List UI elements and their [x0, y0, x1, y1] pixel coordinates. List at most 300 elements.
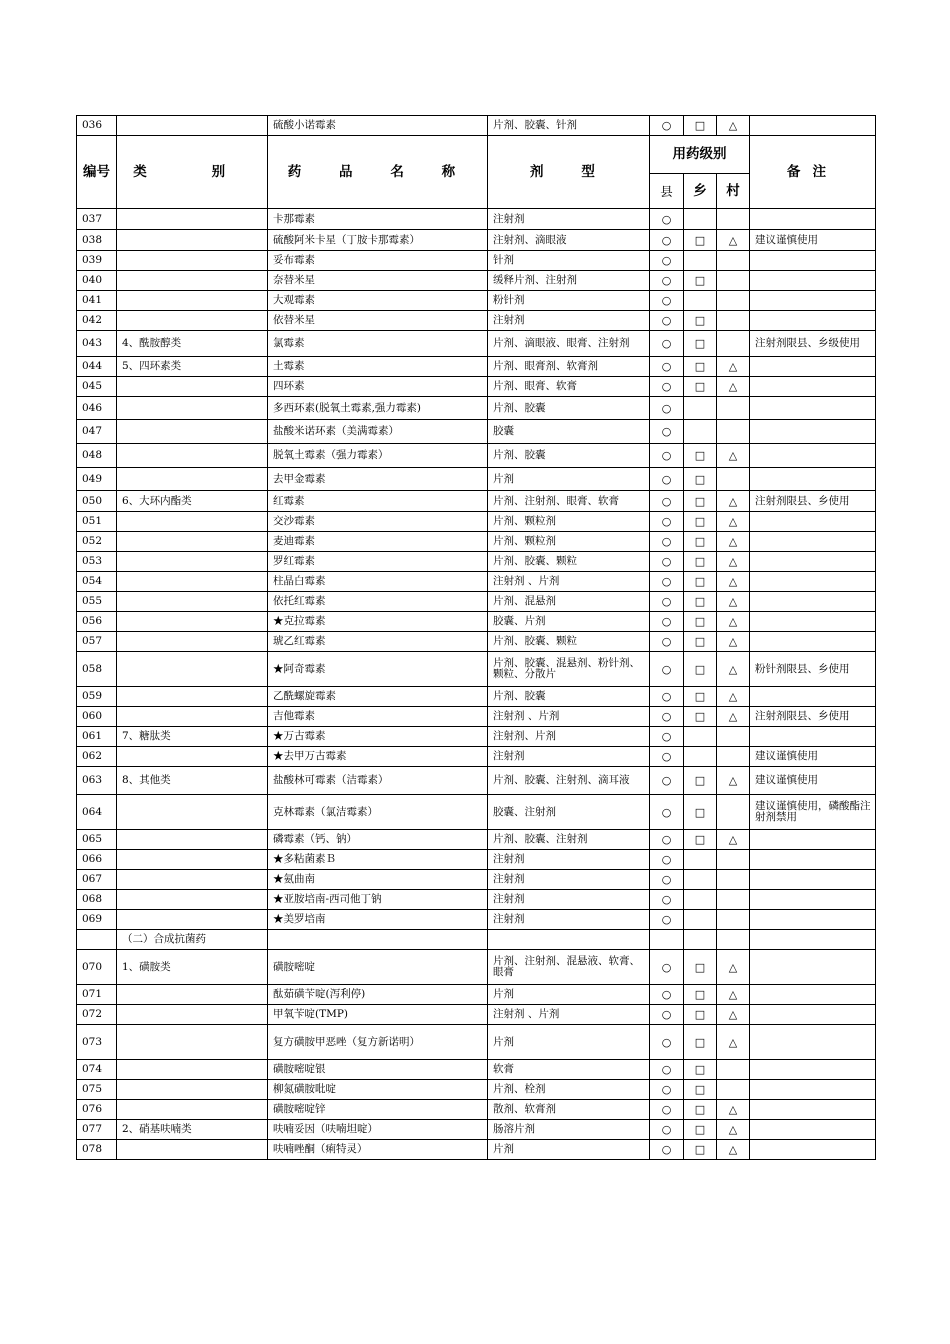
cell-form: 片剂、注射剂、混悬液、软膏、眼膏	[488, 950, 650, 985]
cell-no: 069	[77, 910, 117, 930]
table-row	[77, 795, 876, 830]
cell-remark	[750, 1025, 876, 1060]
cell-village	[717, 331, 750, 357]
cell-no: 077	[77, 1120, 117, 1140]
cell-village: △	[717, 491, 750, 512]
cell-name: 盐酸林可霉素（洁霉素）	[268, 767, 488, 795]
cell-category	[117, 850, 268, 870]
cell-county: ○	[650, 727, 684, 747]
cell-form: 片剂	[488, 1025, 650, 1060]
cell-town: □	[684, 632, 717, 652]
cell-county: ○	[650, 1100, 684, 1120]
table-row	[77, 930, 876, 950]
table-row	[77, 271, 876, 291]
cell-village: △	[717, 652, 750, 687]
cell-name: 氯霉素	[268, 331, 488, 357]
cell-category: 5、四环素类	[117, 357, 268, 377]
cell-no: 050	[77, 491, 117, 512]
cell-name: 盐酸米诺环素（美满霉素）	[268, 420, 488, 444]
cell-no: 078	[77, 1140, 117, 1160]
cell-remark	[750, 209, 876, 230]
cell-remark	[750, 291, 876, 311]
table-row	[77, 491, 876, 512]
cell-name: 磺胺嘧啶锌	[268, 1100, 488, 1120]
table-row	[77, 1060, 876, 1080]
table-row	[77, 985, 876, 1005]
table-row	[77, 1025, 876, 1060]
cell-name: 磷霉素（钙、钠）	[268, 830, 488, 850]
cell-remark: 建议谨慎使用，磷酸酯注射剂禁用	[750, 795, 876, 830]
table-row	[77, 890, 876, 910]
header-form: 剂 型	[488, 136, 650, 209]
cell-category	[117, 209, 268, 230]
cell-form: 注射剂	[488, 747, 650, 767]
cell-remark	[750, 468, 876, 491]
cell-remark: 建议谨慎使用	[750, 767, 876, 795]
cell-no: 051	[77, 512, 117, 532]
cell-remark	[750, 727, 876, 747]
cell-category	[117, 512, 268, 532]
cell-no: 068	[77, 890, 117, 910]
cell-form: 片剂、眼膏、软膏	[488, 377, 650, 397]
cell-category	[117, 890, 268, 910]
cell-remark	[750, 870, 876, 890]
cell-category	[117, 870, 268, 890]
table-row	[77, 291, 876, 311]
cell-town: □	[684, 612, 717, 632]
cell-form: 胶囊、注射剂	[488, 795, 650, 830]
cell-form: 注射剂	[488, 850, 650, 870]
cell-town: □	[684, 572, 717, 592]
cell-county: ○	[650, 830, 684, 850]
cell-remark	[750, 251, 876, 271]
cell-category	[117, 1080, 268, 1100]
cell-village: △	[717, 707, 750, 727]
cell-county: ○	[650, 291, 684, 311]
cell-village: △	[717, 612, 750, 632]
cell-form: 注射剂 、片剂	[488, 572, 650, 592]
cell-village: △	[717, 230, 750, 251]
cell-village: △	[717, 444, 750, 468]
cell-category	[117, 444, 268, 468]
cell-no: 038	[77, 230, 117, 251]
cell-category	[117, 1005, 268, 1025]
cell-remark: 注射剂限县、乡级使用	[750, 331, 876, 357]
table-row	[77, 311, 876, 331]
cell-no: 052	[77, 532, 117, 552]
cell-category	[117, 377, 268, 397]
cell-town: □	[684, 985, 717, 1005]
cell-village	[717, 209, 750, 230]
cell-category	[117, 830, 268, 850]
cell-category	[117, 468, 268, 491]
cell-no: 057	[77, 632, 117, 652]
table-row	[77, 1140, 876, 1160]
cell-no: 060	[77, 707, 117, 727]
cell-remark	[750, 1120, 876, 1140]
header-no: 编号	[77, 136, 117, 209]
cell-county: ○	[650, 532, 684, 552]
cell-form: 散剂、软膏剂	[488, 1100, 650, 1120]
cell-name: 呋喃妥因（呋喃坦啶）	[268, 1120, 488, 1140]
cell-no: 055	[77, 592, 117, 612]
cell-village	[717, 727, 750, 747]
cell-town: □	[684, 271, 717, 291]
cell-county: ○	[650, 552, 684, 572]
cell-no: 074	[77, 1060, 117, 1080]
cell-town	[684, 870, 717, 890]
cell-name: 吉他霉素	[268, 707, 488, 727]
cell-no: 072	[77, 1005, 117, 1025]
cell-remark	[750, 890, 876, 910]
cell-form: 肠溶片剂	[488, 1120, 650, 1140]
cell-remark	[750, 1100, 876, 1120]
cell-category	[117, 707, 268, 727]
cell-no: 053	[77, 552, 117, 572]
cell-name: 妥布霉素	[268, 251, 488, 271]
cell-remark	[750, 1140, 876, 1160]
table-row	[77, 377, 876, 397]
cell-form: 胶囊	[488, 420, 650, 444]
table-row	[77, 1080, 876, 1100]
table-row	[77, 397, 876, 420]
header-category: 类 别	[117, 136, 268, 209]
cell-name: 土霉素	[268, 357, 488, 377]
cell-category	[117, 572, 268, 592]
cell-village: △	[717, 116, 750, 136]
cell-category	[117, 311, 268, 331]
table-row	[77, 632, 876, 652]
cell-town	[684, 910, 717, 930]
cell-town: □	[684, 1140, 717, 1160]
cell-no: 067	[77, 870, 117, 890]
cell-name: 硫酸阿米卡星（丁胺卡那霉素）	[268, 230, 488, 251]
cell-no: 048	[77, 444, 117, 468]
cell-form: 注射剂	[488, 910, 650, 930]
cell-no: 064	[77, 795, 117, 830]
cell-no: 061	[77, 727, 117, 747]
cell-remark	[750, 1080, 876, 1100]
cell-no: 058	[77, 652, 117, 687]
table-row	[77, 727, 876, 747]
cell-no: 045	[77, 377, 117, 397]
cell-no: 037	[77, 209, 117, 230]
cell-form: 注射剂	[488, 209, 650, 230]
table-row	[77, 331, 876, 357]
cell-town	[684, 727, 717, 747]
cell-name: 大观霉素	[268, 291, 488, 311]
cell-form: 片剂、胶囊	[488, 444, 650, 468]
cell-remark	[750, 444, 876, 468]
cell-category	[117, 612, 268, 632]
cell-village: △	[717, 572, 750, 592]
cell-name: ★万古霉素	[268, 727, 488, 747]
cell-town	[684, 209, 717, 230]
cell-category	[117, 552, 268, 572]
cell-village: △	[717, 592, 750, 612]
cell-form: 片剂、滴眼液、眼膏、注射剂	[488, 331, 650, 357]
cell-form: 胶囊、片剂	[488, 612, 650, 632]
header-remark: 备注	[750, 136, 876, 209]
cell-county: ○	[650, 1140, 684, 1160]
cell-remark: 粉针剂限县、乡使用	[750, 652, 876, 687]
cell-name: 复方磺胺甲恶唑（复方新诺明）	[268, 1025, 488, 1060]
cell-county: ○	[650, 230, 684, 251]
table-row	[77, 850, 876, 870]
table-row	[77, 652, 876, 687]
cell-form: 片剂	[488, 468, 650, 491]
cell-village	[717, 420, 750, 444]
cell-form: 片剂、胶囊、注射剂、滴耳液	[488, 767, 650, 795]
cell-remark: 注射剂限县、乡使用	[750, 491, 876, 512]
cell-no: 043	[77, 331, 117, 357]
table-row	[77, 592, 876, 612]
cell-town: □	[684, 116, 717, 136]
cell-remark	[750, 612, 876, 632]
cell-town: □	[684, 512, 717, 532]
cell-county: ○	[650, 592, 684, 612]
cell-category	[117, 795, 268, 830]
cell-county: ○	[650, 444, 684, 468]
cell-no	[77, 930, 117, 950]
table-row	[77, 552, 876, 572]
cell-category: （二）合成抗菌药	[117, 930, 268, 950]
table-row	[77, 116, 876, 136]
cell-town: □	[684, 652, 717, 687]
cell-name: ★阿奇霉素	[268, 652, 488, 687]
cell-county: ○	[650, 468, 684, 491]
cell-town: □	[684, 1025, 717, 1060]
cell-county: ○	[650, 687, 684, 707]
cell-form: 注射剂、片剂	[488, 727, 650, 747]
table-row	[77, 357, 876, 377]
cell-county: ○	[650, 707, 684, 727]
cell-remark	[750, 377, 876, 397]
cell-form: 片剂、混悬剂	[488, 592, 650, 612]
cell-category	[117, 687, 268, 707]
cell-village: △	[717, 767, 750, 795]
header-town: 乡	[684, 174, 717, 209]
cell-name: 麦迪霉素	[268, 532, 488, 552]
cell-form: 软膏	[488, 1060, 650, 1080]
cell-form: 片剂	[488, 985, 650, 1005]
cell-name: 奈替米星	[268, 271, 488, 291]
cell-town: □	[684, 795, 717, 830]
cell-name: 甲氧苄啶(TMP)	[268, 1005, 488, 1025]
cell-form: 片剂	[488, 1140, 650, 1160]
cell-category: 2、硝基呋喃类	[117, 1120, 268, 1140]
cell-remark	[750, 532, 876, 552]
cell-remark	[750, 572, 876, 592]
cell-form: 针剂	[488, 251, 650, 271]
cell-county: ○	[650, 116, 684, 136]
cell-category	[117, 291, 268, 311]
cell-name: 红霉素	[268, 491, 488, 512]
cell-county: ○	[650, 1080, 684, 1100]
table-row	[77, 1005, 876, 1025]
cell-category: 6、大环内酯类	[117, 491, 268, 512]
cell-category	[117, 1140, 268, 1160]
cell-village	[717, 930, 750, 950]
cell-form: 注射剂	[488, 890, 650, 910]
cell-form: 注射剂	[488, 870, 650, 890]
header-county: 县	[650, 174, 684, 209]
cell-village: △	[717, 1120, 750, 1140]
cell-remark	[750, 311, 876, 331]
cell-category	[117, 1025, 268, 1060]
table-row	[77, 830, 876, 850]
cell-remark	[750, 552, 876, 572]
cell-county: ○	[650, 950, 684, 985]
cell-form: 片剂、胶囊	[488, 397, 650, 420]
cell-town: □	[684, 311, 717, 331]
cell-no: 059	[77, 687, 117, 707]
cell-county: ○	[650, 910, 684, 930]
cell-village	[717, 468, 750, 491]
cell-no: 049	[77, 468, 117, 491]
cell-category	[117, 251, 268, 271]
cell-town: □	[684, 468, 717, 491]
cell-remark	[750, 1060, 876, 1080]
cell-form: 注射剂	[488, 311, 650, 331]
cell-name: ★多粘菌素Ｂ	[268, 850, 488, 870]
cell-no: 041	[77, 291, 117, 311]
cell-remark	[750, 830, 876, 850]
cell-town	[684, 890, 717, 910]
cell-county: ○	[650, 397, 684, 420]
cell-category	[117, 532, 268, 552]
table-row	[77, 767, 876, 795]
cell-form: 注射剂、滴眼液	[488, 230, 650, 251]
cell-remark: 建议谨慎使用	[750, 230, 876, 251]
cell-form: 片剂、胶囊	[488, 687, 650, 707]
cell-town: □	[684, 1060, 717, 1080]
cell-town: □	[684, 1100, 717, 1120]
cell-county: ○	[650, 870, 684, 890]
cell-no: 036	[77, 116, 117, 136]
cell-category	[117, 230, 268, 251]
table-row	[77, 687, 876, 707]
cell-category	[117, 271, 268, 291]
cell-village	[717, 795, 750, 830]
cell-town: □	[684, 767, 717, 795]
cell-village: △	[717, 1140, 750, 1160]
cell-no: 075	[77, 1080, 117, 1100]
cell-category: 7、糖肽类	[117, 727, 268, 747]
cell-no: 065	[77, 830, 117, 850]
cell-no: 040	[77, 271, 117, 291]
cell-remark	[750, 930, 876, 950]
cell-category	[117, 747, 268, 767]
cell-county	[650, 930, 684, 950]
cell-town	[684, 930, 717, 950]
cell-no: 046	[77, 397, 117, 420]
cell-village: △	[717, 552, 750, 572]
cell-remark: 注射剂限县、乡使用	[750, 707, 876, 727]
cell-no: 066	[77, 850, 117, 870]
cell-county: ○	[650, 1060, 684, 1080]
cell-category	[117, 632, 268, 652]
cell-county: ○	[650, 632, 684, 652]
cell-category	[117, 397, 268, 420]
cell-category	[117, 592, 268, 612]
cell-name: 交沙霉素	[268, 512, 488, 532]
table-row	[77, 1100, 876, 1120]
cell-town: □	[684, 552, 717, 572]
cell-town: □	[684, 532, 717, 552]
cell-remark	[750, 397, 876, 420]
table-row	[77, 209, 876, 230]
cell-town	[684, 420, 717, 444]
cell-remark	[750, 632, 876, 652]
cell-category	[117, 910, 268, 930]
cell-name: 罗红霉素	[268, 552, 488, 572]
cell-name: 琥乙红霉素	[268, 632, 488, 652]
cell-name: 依托红霉素	[268, 592, 488, 612]
cell-town: □	[684, 444, 717, 468]
cell-town: □	[684, 331, 717, 357]
cell-form: 片剂、眼膏剂、软膏剂	[488, 357, 650, 377]
cell-county: ○	[650, 209, 684, 230]
cell-remark	[750, 850, 876, 870]
cell-village: △	[717, 512, 750, 532]
cell-village: △	[717, 532, 750, 552]
cell-village	[717, 1060, 750, 1080]
table-row	[77, 512, 876, 532]
cell-town: □	[684, 491, 717, 512]
cell-village: △	[717, 1025, 750, 1060]
header-village: 村	[717, 174, 750, 209]
cell-village: △	[717, 950, 750, 985]
cell-county: ○	[650, 850, 684, 870]
cell-remark	[750, 116, 876, 136]
cell-town: □	[684, 1080, 717, 1100]
cell-category	[117, 420, 268, 444]
cell-village	[717, 1080, 750, 1100]
cell-village	[717, 291, 750, 311]
header-name: 药 品 名 称	[268, 136, 488, 209]
cell-county: ○	[650, 1005, 684, 1025]
cell-town: □	[684, 357, 717, 377]
table-row	[77, 532, 876, 552]
cell-town: □	[684, 830, 717, 850]
cell-remark	[750, 357, 876, 377]
cell-name: 呋喃唑酮（痢特灵）	[268, 1140, 488, 1160]
cell-town	[684, 747, 717, 767]
cell-county: ○	[650, 652, 684, 687]
cell-county: ○	[650, 331, 684, 357]
cell-no: 062	[77, 747, 117, 767]
cell-name: ★美罗培南	[268, 910, 488, 930]
cell-no: 070	[77, 950, 117, 985]
cell-village: △	[717, 985, 750, 1005]
cell-village	[717, 747, 750, 767]
cell-town: □	[684, 377, 717, 397]
cell-name: 脱氧土霉素（强力霉素）	[268, 444, 488, 468]
table-row	[77, 612, 876, 632]
cell-county: ○	[650, 357, 684, 377]
cell-village: △	[717, 1005, 750, 1025]
cell-name: 硫酸小诺霉素	[268, 116, 488, 136]
cell-county: ○	[650, 985, 684, 1005]
cell-county: ○	[650, 1120, 684, 1140]
cell-no: 047	[77, 420, 117, 444]
cell-county: ○	[650, 795, 684, 830]
table-row	[77, 420, 876, 444]
cell-name: ★去甲万古霉素	[268, 747, 488, 767]
table-row	[77, 747, 876, 767]
cell-category: 1、磺胺类	[117, 950, 268, 985]
